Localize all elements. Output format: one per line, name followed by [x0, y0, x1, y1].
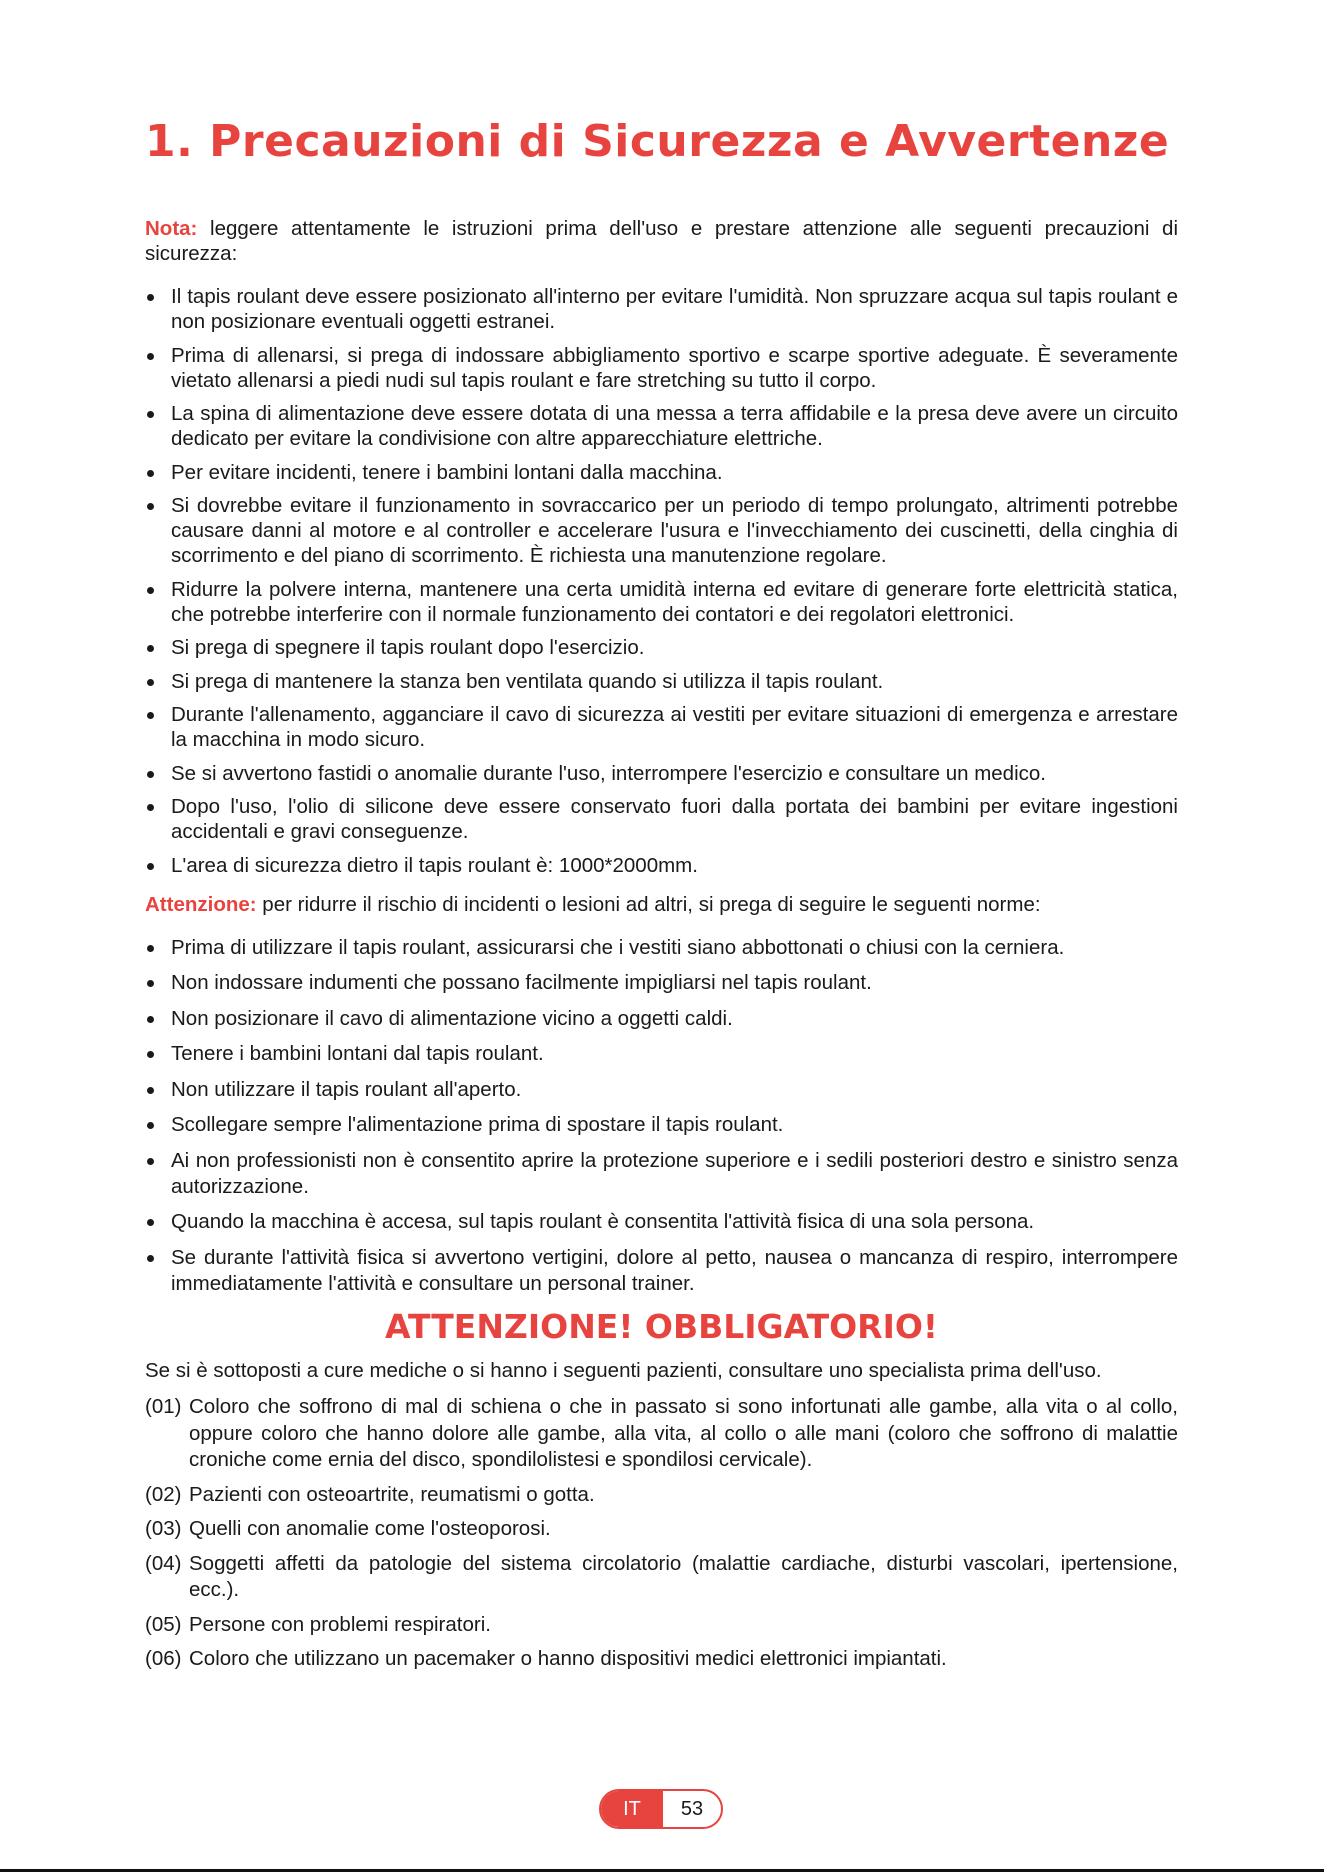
list-item: Il tapis roulant deve essere posizionato all'interno per evitare l'umidità. Non spruzzare acqua sul tapis roulant e non posizionare eventuali oggetti estranei.	[145, 284, 1178, 334]
list-item: Si dovrebbe evitare il funzionamento in sovraccarico per un periodo di tempo prolungato, altrimenti potrebbe causare danni al motore e al controller e accelerare l'usura e l'invecchiamento dei cuscinetti, della cinghia di scorrimento e del piano di scorrimento. È richiesta una manutenzione regolare.	[145, 493, 1178, 568]
list-item: Ai non professionisti non è consentito aprire la protezione superiore e i sedili posteriori destro e sinistro senza autorizzazione.	[145, 1148, 1178, 1200]
item-text: Pazienti con osteoartrite, reumatismi o gotta.	[189, 1482, 595, 1506]
list-item: Non posizionare il cavo di alimentazione vicino a oggetti caldi.	[145, 1006, 1178, 1032]
list-item	[145, 1551, 1178, 1604]
mandatory-list	[145, 1394, 1178, 1673]
item-number: (06)	[145, 1647, 182, 1670]
item-text: Quelli con anomalie come l'osteoporosi.	[189, 1517, 551, 1540]
list-item: Tenere i bambini lontani dal tapis roulant.	[145, 1041, 1178, 1067]
item-number: (02)	[145, 1482, 182, 1506]
list-item: Non indossare indumenti che possano facilmente impigliarsi nel tapis roulant.	[145, 970, 1178, 996]
list-item	[145, 1612, 1178, 1639]
attention-list	[145, 935, 1178, 1297]
page-number-badge	[599, 1789, 723, 1829]
list-item: Scollegare sempre l'alimentazione prima di spostare il tapis roulant.	[145, 1112, 1178, 1138]
page-content	[145, 112, 1178, 1681]
list-item: Dopo l'uso, l'olio di silicone deve essere conservato fuori dalla portata dei bambini per evitare ingestioni accidentali e gravi conseguenze.	[145, 794, 1178, 844]
item-number: (01)	[145, 1395, 182, 1418]
list-item	[145, 1394, 1178, 1474]
list-item: Non utilizzare il tapis roulant all'aperto.	[145, 1077, 1178, 1103]
note-text: leggere attentamente le istruzioni prima dell'uso e prestare attenzione alle seguenti precauzioni di sicurezza:	[145, 217, 1178, 265]
list-item: Prima di allenarsi, si prega di indossare abbigliamento sportivo e scarpe sportive adeguate. È severamente vietato allenarsi a piedi nudi sul tapis roulant e fare stretching su tutto il corpo.	[145, 343, 1178, 393]
list-item: Per evitare incidenti, tenere i bambini lontani dalla macchina.	[145, 460, 1178, 485]
list-item: Durante l'allenamento, agganciare il cavo di sicurezza ai vestiti per evitare situazioni di emergenza e arrestare la macchina in modo sicuro.	[145, 702, 1178, 752]
item-number: (03)	[145, 1517, 182, 1540]
item-text: Coloro che soffrono di mal di schiena o che in passato si sono infortunati alle gambe, alla vita o al collo, oppure coloro che hanno dolore alle gambe, alla vita, al collo o alle mani (coloro che soffrono di malattie croniche come ernia del disco, spondilolistesi e spondilosi cervicale).	[189, 1395, 1178, 1471]
list-item: Ridurre la polvere interna, mantenere una certa umidità interna ed evitare di generare forte elettricità statica, che potrebbe interferire con il normale funzionamento dei contatori e dei regolatori elettronici.	[145, 577, 1178, 627]
safety-list	[145, 284, 1178, 878]
attention-label: Attenzione:	[145, 892, 257, 916]
page-title: 1. Precauzioni di Sicurezza e Avvertenze	[145, 116, 1170, 167]
list-item: Se durante l'attività fisica si avvertono vertigini, dolore al petto, nausea o mancanza di respiro, interrompere immediatamente l'attività e consultare un personal trainer.	[145, 1245, 1178, 1297]
list-item	[145, 1482, 1178, 1509]
list-item: Quando la macchina è accesa, sul tapis roulant è consentita l'attività fisica di una sola persona.	[145, 1209, 1178, 1235]
mandatory-lead: Se si è sottoposti a cure mediche o si hanno i seguenti pazienti, consultare uno specialista prima dell'uso.	[145, 1359, 1102, 1382]
item-text: Persone con problemi respiratori.	[189, 1612, 491, 1636]
attention-paragraph	[145, 892, 1178, 917]
list-item	[145, 1646, 1178, 1673]
list-item: L'area di sicurezza dietro il tapis roulant è: 1000*2000mm.	[145, 853, 1178, 878]
item-text: Coloro che utilizzano un pacemaker o hanno dispositivi medici elettronici impiantati.	[189, 1647, 947, 1670]
list-item: Si prega di mantenere la stanza ben ventilata quando si utilizza il tapis roulant.	[145, 669, 1178, 694]
mandatory-heading: ATTENZIONE! OBBLIGATORIO!	[385, 1307, 938, 1346]
note-label: Nota:	[145, 217, 198, 240]
list-item: La spina di alimentazione deve essere dotata di una messa a terra affidabile e la presa deve avere un circuito dedicato per evitare la condivisione con altre apparecchiature elettriche.	[145, 401, 1178, 451]
list-item: Prima di utilizzare il tapis roulant, assicurarsi che i vestiti siano abbottonati o chiusi con la cerniera.	[145, 935, 1178, 961]
note-paragraph	[145, 216, 1178, 266]
language-code: IT	[601, 1791, 663, 1827]
list-item	[145, 1516, 1178, 1543]
item-text: Soggetti affetti da patologie del sistema circolatorio (malattie cardiache, disturbi vascolari, ipertensione, ecc.).	[189, 1551, 1178, 1601]
item-number: (04)	[145, 1551, 182, 1575]
attention-text: per ridurre il rischio di incidenti o lesioni ad altri, si prega di seguire le seguenti norme:	[256, 892, 1041, 916]
page-number: 53	[680, 1797, 704, 1820]
list-item: Se si avvertono fastidi o anomalie durante l'uso, interrompere l'esercizio e consultare un medico.	[145, 761, 1178, 786]
list-item: Si prega di spegnere il tapis roulant dopo l'esercizio.	[145, 635, 1178, 660]
item-number: (05)	[145, 1612, 182, 1636]
